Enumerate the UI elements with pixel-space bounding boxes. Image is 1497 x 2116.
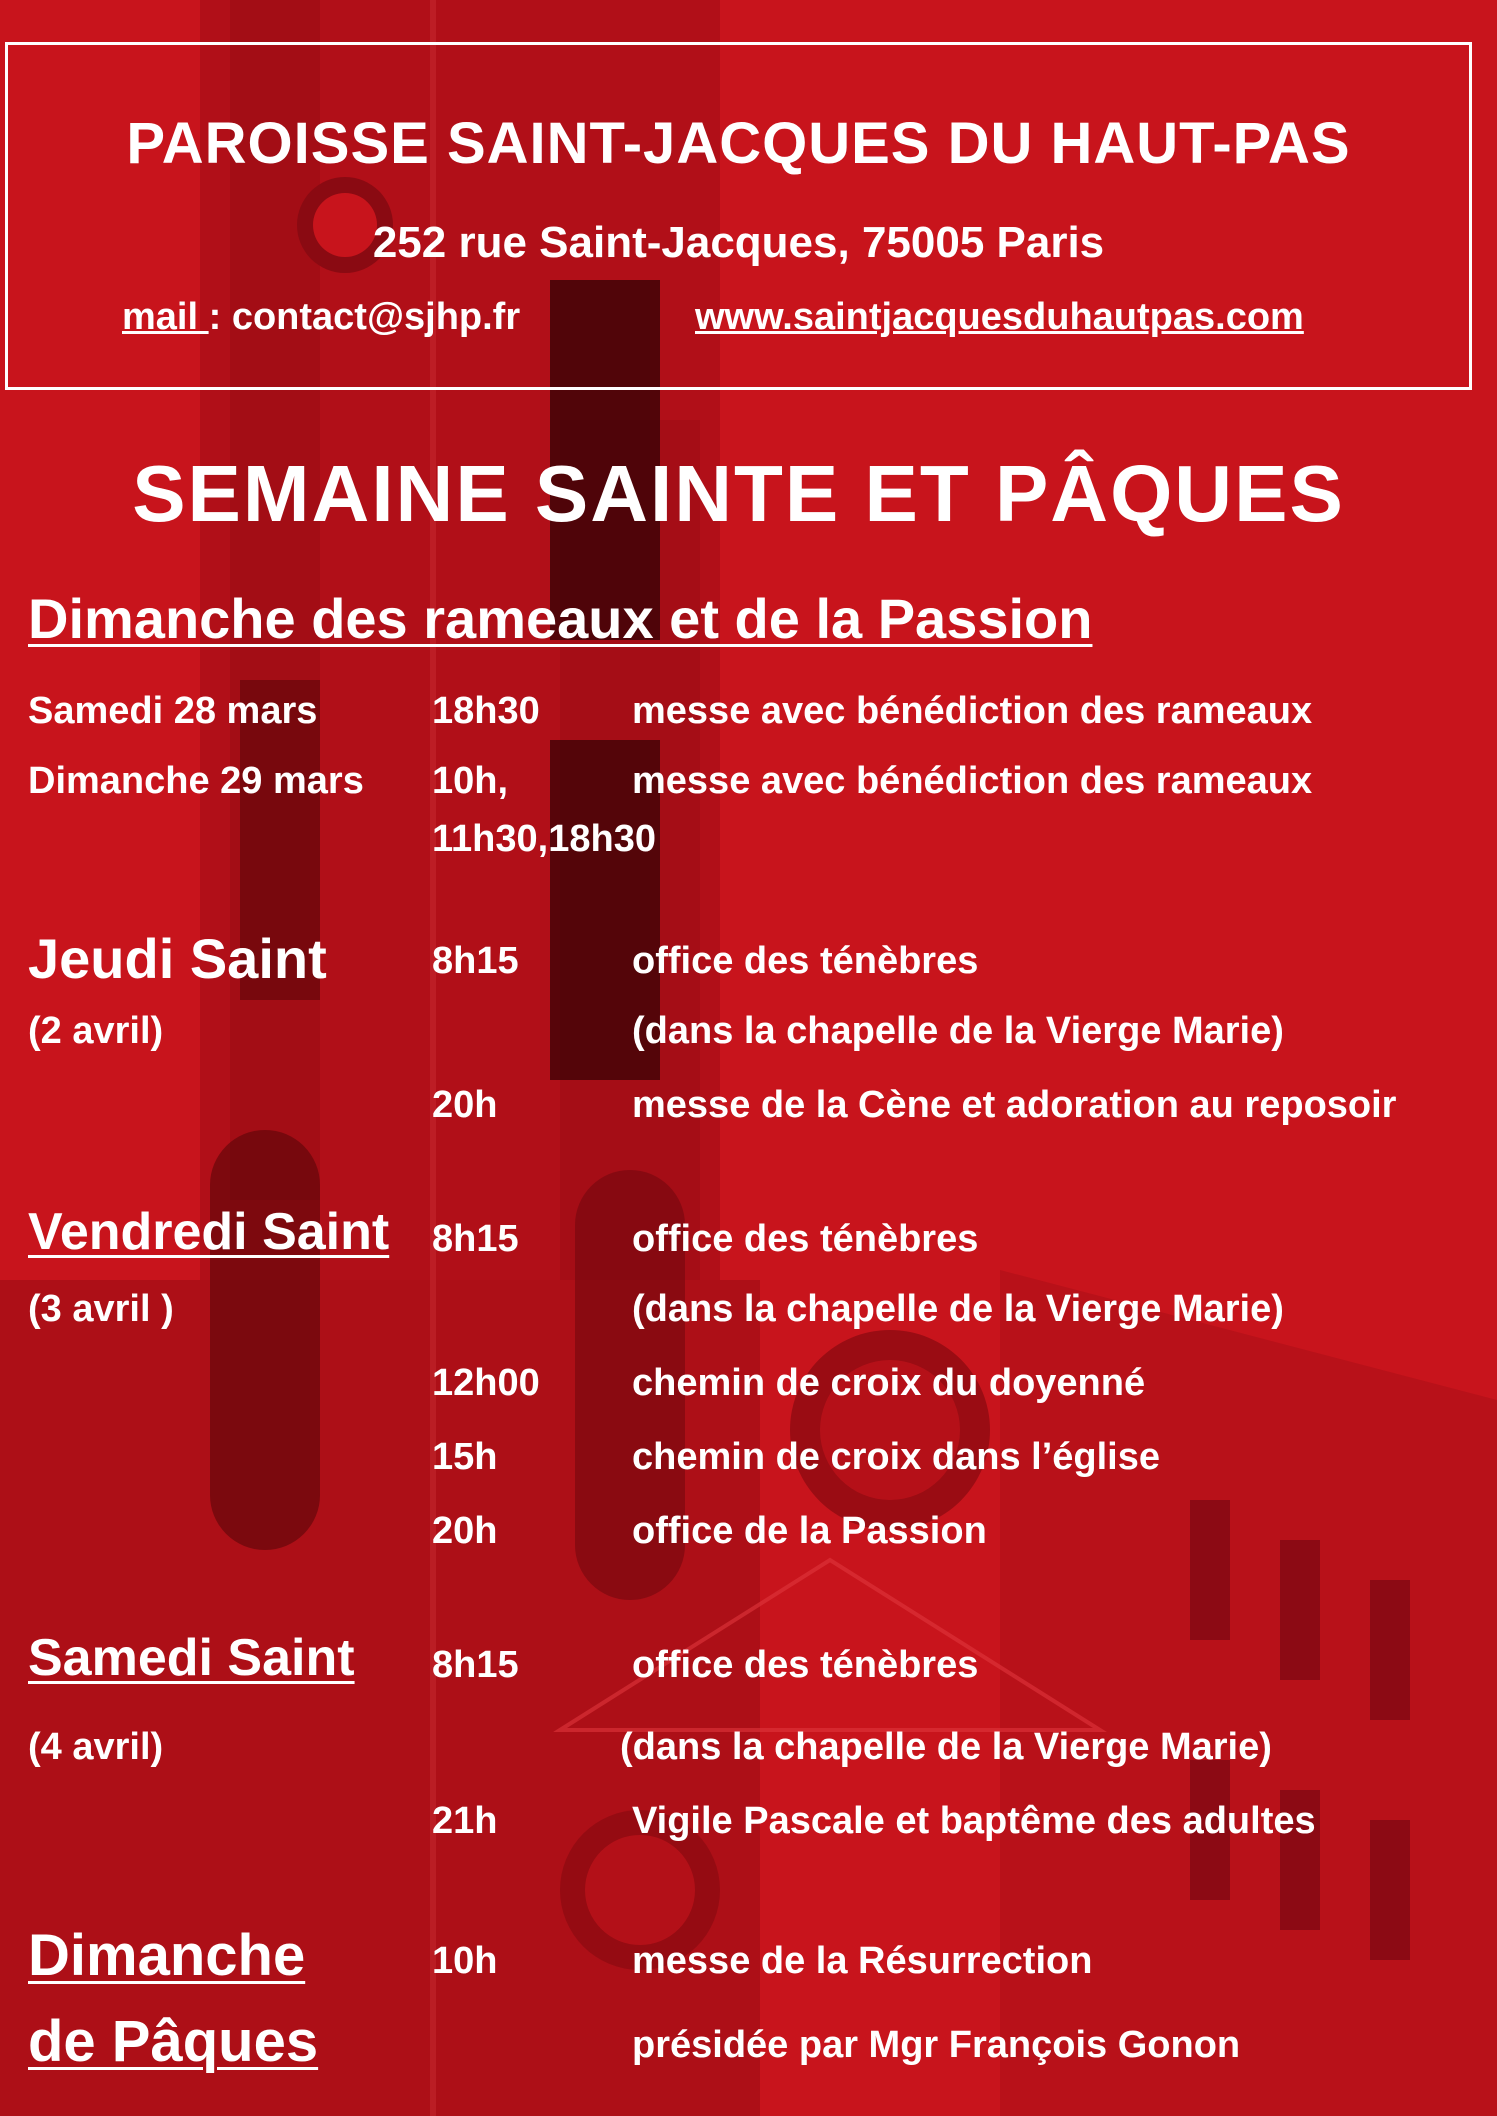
paques-desc-2: présidée par Mgr François Gonon xyxy=(632,2024,1241,2066)
jeudi-time-1: 8h15 xyxy=(432,940,519,982)
rameaux-time-1: 18h30 xyxy=(432,690,540,732)
rameaux-day-2: Dimanche 29 mars xyxy=(28,760,364,802)
rameaux-desc-2: messe avec bénédiction des rameaux xyxy=(632,760,1313,802)
paques-desc: messe de la Résurrection xyxy=(632,1940,1093,1982)
jeudi-time-2: 20h xyxy=(432,1084,498,1126)
vendredi-desc-1b: (dans la chapelle de la Vierge Marie) xyxy=(632,1288,1284,1330)
vendredi-time-4: 20h xyxy=(432,1510,498,1552)
section-heading-paques-1: Dimanche xyxy=(28,1923,306,1988)
jeudi-desc-1b: (dans la chapelle de la Vierge Marie) xyxy=(632,1010,1284,1052)
section-heading-rameaux: Dimanche des rameaux et de la Passion xyxy=(28,587,1093,650)
samedi-time-1: 8h15 xyxy=(432,1644,519,1686)
samedi-desc-1b: (dans la chapelle de la Vierge Marie) xyxy=(620,1726,1272,1768)
jeudi-date: (2 avril) xyxy=(28,1010,164,1052)
samedi-time-2: 21h xyxy=(432,1800,498,1842)
vendredi-time-2: 12h00 xyxy=(432,1362,540,1404)
rameaux-time-2: 10h, xyxy=(432,760,509,802)
vendredi-desc-4: office de la Passion xyxy=(632,1510,987,1552)
rameaux-day-1: Samedi 28 mars xyxy=(28,690,318,732)
rameaux-time-2b: 11h30,18h30 xyxy=(432,818,656,860)
section-heading-jeudi: Jeudi Saint xyxy=(28,927,327,990)
vendredi-date: (3 avril ) xyxy=(28,1288,174,1330)
section-heading-paques-2: de Pâques xyxy=(28,2009,319,2074)
section-heading-vendredi: Vendredi Saint xyxy=(28,1203,390,1261)
jeudi-desc-2: messe de la Cène et adoration au reposoir xyxy=(632,1084,1397,1126)
vendredi-time-3: 15h xyxy=(432,1436,498,1478)
samedi-desc-1: office des ténèbres xyxy=(632,1644,979,1686)
mail-label: mail xyxy=(122,296,209,338)
paques-time: 10h xyxy=(432,1940,498,1982)
vendredi-desc-1: office des ténèbres xyxy=(632,1218,979,1260)
parish-name: PAROISSE SAINT-JACQUES DU HAUT-PAS xyxy=(126,111,1351,176)
contact-email[interactable] xyxy=(122,296,520,339)
vendredi-time-1: 8h15 xyxy=(432,1218,519,1260)
rameaux-desc-1: messe avec bénédiction des rameaux xyxy=(632,690,1313,732)
samedi-date: (4 avril) xyxy=(28,1726,164,1768)
section-heading-samedi: Samedi Saint xyxy=(28,1629,355,1687)
website-link[interactable]: www.saintjacquesduhautpas.com xyxy=(695,296,1304,338)
parish-address: 252 rue Saint-Jacques, 75005 Paris xyxy=(372,218,1105,267)
jeudi-desc-1: office des ténèbres xyxy=(632,940,979,982)
mail-address: : contact@sjhp.fr xyxy=(208,296,521,338)
vendredi-desc-3: chemin de croix dans l’église xyxy=(632,1436,1160,1478)
page-title: SEMAINE SAINTE ET PÂQUES xyxy=(132,449,1345,538)
samedi-desc-2: Vigile Pascale et baptême des adultes xyxy=(632,1800,1316,1842)
vendredi-desc-2: chemin de croix du doyenné xyxy=(632,1362,1146,1404)
